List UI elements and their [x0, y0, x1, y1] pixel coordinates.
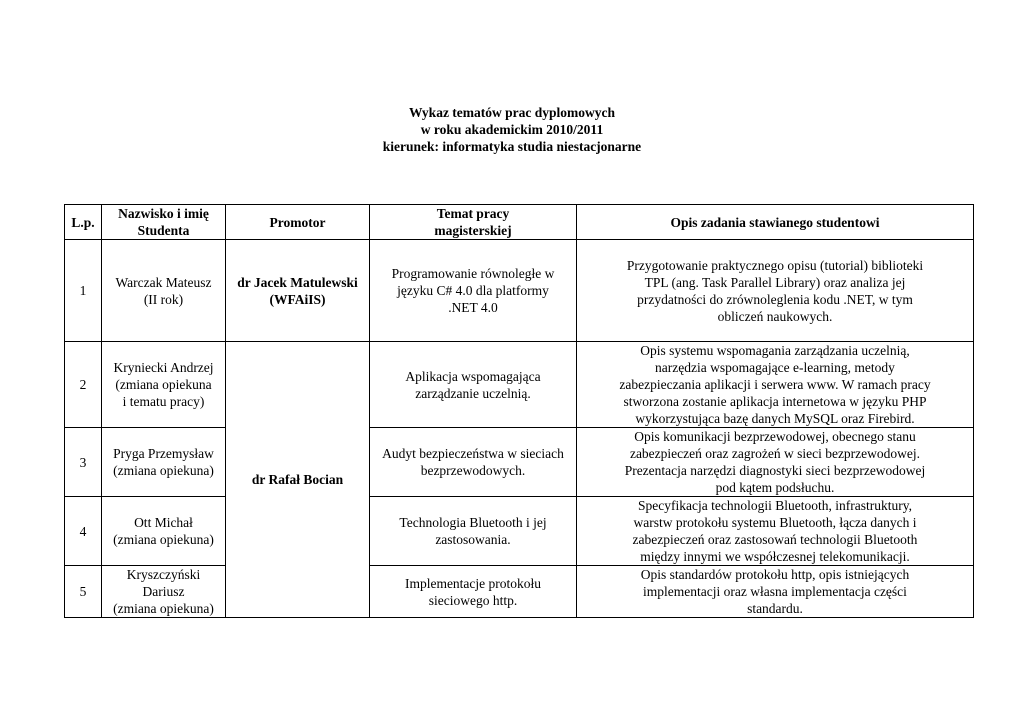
title-line-3: kierunek: informatyka studia niestacjonarne — [382, 139, 642, 154]
cell-topic: Technologia Bluetooth i jej zastosowania. — [370, 497, 577, 566]
cell-student: Ott Michał (zmiana opiekuna) — [102, 497, 226, 566]
table-row — [65, 566, 974, 618]
header-description: Opis zadania stawianego studentowi — [577, 205, 974, 240]
table-row — [65, 428, 974, 497]
cell-topic: Audyt bezpieczeństwa w sieciach bezprzewodowych. — [370, 428, 577, 497]
header-lp: L.p. — [65, 205, 102, 240]
cell-topic: Programowanie równoległe w języku C# 4.0 dla platformy .NET 4.0 — [370, 240, 577, 342]
document-title — [0, 104, 1024, 155]
cell-lp: 4 — [65, 497, 102, 566]
cell-description: Opis komunikacji bezprzewodowej, obecnego stanu zabezpieczeń oraz zagrożeń w sieci bezprzewodowej. Prezentacja narzędzi diagnostyki sieci bezprzewodowej pod kątem podsłuchu. — [577, 428, 974, 497]
cell-lp: 2 — [65, 342, 102, 428]
title-line-1: Wykaz tematów prac dyplomowych — [408, 105, 616, 120]
cell-student: Kryniecki Andrzej (zmiana opiekuna i tematu pracy) — [102, 342, 226, 428]
cell-description: Przygotowanie praktycznego opisu (tutorial) biblioteki TPL (ang. Task Parallel Library) oraz analiza jej przydatności do zrównoleglenia kodu .NET, w tym obliczeń naukowych. — [577, 240, 974, 342]
table-row — [65, 342, 974, 428]
table-row — [65, 497, 974, 566]
header-topic: Temat pracy magisterskiej — [370, 205, 577, 240]
cell-promotor-merged: dr Rafał Bocian — [226, 342, 370, 618]
cell-promotor: dr Jacek Matulewski (WFAiIS) — [226, 240, 370, 342]
header-promotor: Promotor — [226, 205, 370, 240]
cell-student: Warczak Mateusz (II rok) — [102, 240, 226, 342]
cell-description: Opis standardów protokołu http, opis istniejących implementacji oraz własna implementacja części standardu. — [577, 566, 974, 618]
cell-topic: Implementacje protokołu sieciowego http. — [370, 566, 577, 618]
cell-lp: 5 — [65, 566, 102, 618]
header-student: Nazwisko i imię Studenta — [102, 205, 226, 240]
cell-lp: 1 — [65, 240, 102, 342]
cell-topic: Aplikacja wspomagająca zarządzanie uczelnią. — [370, 342, 577, 428]
cell-student: Pryga Przemysław (zmiana opiekuna) — [102, 428, 226, 497]
cell-lp: 3 — [65, 428, 102, 497]
table-header-row — [65, 205, 974, 240]
title-line-2: w roku akademickim 2010/2011 — [420, 122, 604, 137]
thesis-topics-table — [64, 204, 974, 618]
cell-description: Specyfikacja technologii Bluetooth, infrastruktury, warstw protokołu systemu Bluetooth, łącza danych i zabezpieczeń oraz zastosowań technologii Bluetooth między innymi we współczesnej telekomunikacji. — [577, 497, 974, 566]
table-row — [65, 240, 974, 342]
cell-student: Kryszczyński Dariusz (zmiana opiekuna) — [102, 566, 226, 618]
cell-description: Opis systemu wspomagania zarządzania uczelnią, narzędzia wspomagające e-learning, metody zabezpieczania aplikacji i serwera www. W ramach pracy stworzona zostanie aplikacja internetowa w języku PHP wykorzystująca bazę danych MySQL oraz Firebird. — [577, 342, 974, 428]
